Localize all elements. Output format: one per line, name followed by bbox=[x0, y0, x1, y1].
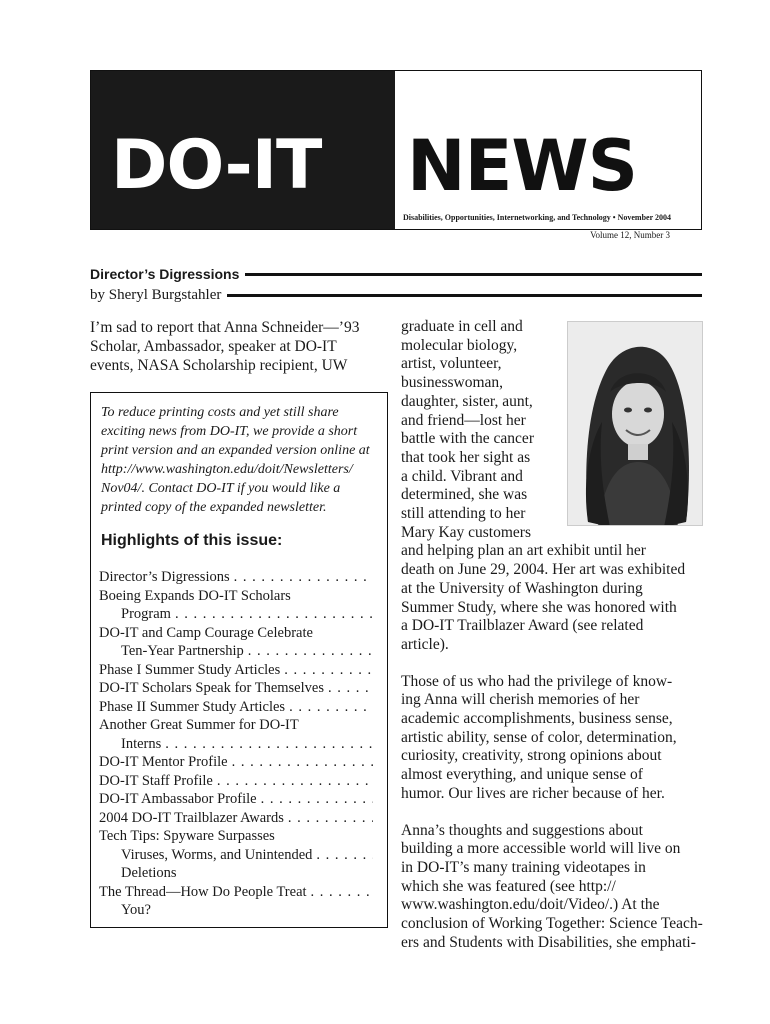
newsletter-link[interactable]: http://www.washington.edu/doit/Newsletters/ bbox=[101, 462, 353, 477]
title-rule bbox=[245, 273, 702, 276]
toc-dot-leader bbox=[280, 661, 373, 680]
article-line: daughter, sister, aunt, bbox=[401, 392, 533, 410]
article-line: humor. Our lives are richer because of her. bbox=[401, 784, 665, 802]
toc-item-title: Another Great Summer for DO-IT bbox=[99, 717, 299, 733]
toc-item-title: You? bbox=[121, 902, 151, 918]
article-line: ing Anna will cherish memories of her bbox=[401, 691, 640, 709]
toc-item-title: DO-IT Scholars Speak for Themselves bbox=[99, 680, 324, 696]
article-line: article). bbox=[401, 635, 449, 653]
article-line: in DO-IT’s many training videotapes in bbox=[401, 858, 646, 876]
article-line: Summer Study, where she was honored with bbox=[401, 598, 677, 616]
toc-dot-leader bbox=[307, 883, 373, 902]
toc-item-title: DO-IT Mentor Profile bbox=[99, 754, 228, 770]
toc-item bbox=[99, 568, 373, 587]
note-line: print version and an expanded version online at bbox=[101, 443, 370, 458]
print-cost-note bbox=[101, 403, 381, 517]
article-line: death on June 29, 2004. Her art was exhibited bbox=[401, 561, 686, 579]
article-line: and friend—lost her bbox=[401, 411, 526, 429]
article-line: curiosity, creativity, strong opinions about bbox=[401, 747, 662, 765]
toc-dot-leader bbox=[171, 605, 373, 624]
toc-item bbox=[99, 772, 373, 791]
article-line: and helping plan an art exhibit until her bbox=[401, 542, 646, 560]
masthead-news-title: NEWS bbox=[407, 125, 638, 207]
note-line: To reduce printing costs and yet still share bbox=[101, 405, 339, 420]
note-line: Nov04/. Contact DO-IT if you would like a bbox=[101, 481, 341, 496]
toc-item bbox=[99, 716, 373, 735]
article-line: determined, she was bbox=[401, 486, 528, 504]
article-paragraph-2 bbox=[401, 673, 703, 804]
article-line: artist, volunteer, bbox=[401, 355, 502, 373]
toc-item-title: DO-IT Staff Profile bbox=[99, 772, 213, 789]
toc-item bbox=[99, 661, 373, 680]
toc-dot-leader bbox=[228, 753, 373, 772]
toc-item bbox=[99, 809, 373, 828]
toc-item-title: Director’s Digressions bbox=[99, 569, 230, 585]
toc-item-title: Interns bbox=[121, 735, 162, 752]
toc-dot-leader bbox=[285, 698, 373, 717]
article-line: a DO-IT Trailblazer Award (see related bbox=[401, 617, 644, 635]
intro-line: I’m sad to report that Anna Schneider—’93 bbox=[90, 319, 360, 336]
article-line: battle with the cancer bbox=[401, 430, 534, 448]
article-line: academic accomplishments, business sense, bbox=[401, 710, 673, 728]
toc-dot-leader bbox=[324, 679, 373, 698]
article-line: Anna’s thoughts and suggestions about bbox=[401, 821, 643, 839]
toc-item bbox=[99, 642, 373, 661]
article-paragraph-1 bbox=[401, 318, 703, 655]
byline-row bbox=[90, 287, 702, 304]
article-line: building a more accessible world will live on bbox=[401, 840, 681, 858]
article-line: ers and Students with Disabilities, she emphati- bbox=[401, 933, 696, 951]
toc-item-title: Program bbox=[121, 606, 171, 622]
toc-item-title: DO-IT and Camp Courage Celebrate bbox=[99, 624, 313, 641]
toc-item-title: Phase I Summer Study Articles bbox=[99, 661, 281, 678]
table-of-contents bbox=[99, 568, 373, 920]
toc-item-title: Ten-Year Partnership bbox=[121, 643, 244, 659]
article-line: still attending to her bbox=[401, 505, 526, 523]
toc-dot-leader bbox=[257, 790, 373, 809]
article-line: that took her sight as bbox=[401, 448, 531, 466]
article-body bbox=[401, 318, 703, 953]
toc-item bbox=[99, 624, 373, 643]
intro-line: Scholar, Ambassador, speaker at DO-IT bbox=[90, 338, 337, 355]
article-title: Director’s Digressions bbox=[90, 266, 240, 282]
toc-dot-leader bbox=[284, 809, 373, 828]
toc-dot-leader bbox=[312, 846, 373, 865]
masthead-tagline: Disabilities, Opportunities, Internetworking, and Technology • November 2004 bbox=[402, 213, 671, 222]
toc-item bbox=[99, 827, 373, 846]
toc-dot-leader bbox=[213, 772, 373, 791]
article-paragraph-3 bbox=[401, 822, 703, 953]
article-line: artistic ability, sense of color, determination, bbox=[401, 728, 677, 746]
article-line: almost everything, and unique sense of bbox=[401, 766, 643, 784]
highlights-box bbox=[90, 392, 388, 928]
toc-item bbox=[99, 605, 373, 624]
toc-item-title: The Thread—How Do People Treat bbox=[99, 883, 307, 900]
toc-item-title: Boeing Expands DO-IT Scholars bbox=[99, 587, 291, 604]
note-line: exciting news from DO-IT, we provide a short bbox=[101, 424, 358, 439]
byline-rule bbox=[227, 294, 702, 297]
article-line: at the University of Washington during bbox=[401, 579, 643, 597]
article-line: conclusion of Working Together: Science Teach- bbox=[401, 915, 703, 933]
toc-item bbox=[99, 679, 373, 698]
article-line: www.washington.edu/doit/Video/.) At the bbox=[401, 896, 660, 914]
toc-item-title: Viruses, Worms, and Unintended bbox=[121, 846, 313, 863]
toc-item-title: DO-IT Ambassabor Profile bbox=[99, 791, 257, 807]
toc-item bbox=[99, 698, 373, 717]
article-title-row bbox=[90, 266, 702, 282]
article-line: graduate in cell and bbox=[401, 318, 523, 335]
toc-item bbox=[99, 883, 373, 902]
toc-item bbox=[99, 790, 373, 809]
article-byline: by Sheryl Burgstahler bbox=[90, 287, 222, 303]
toc-item bbox=[99, 735, 373, 754]
toc-item bbox=[99, 753, 373, 772]
toc-item-title: 2004 DO-IT Trailblazer Awards bbox=[99, 809, 284, 826]
toc-item-title: Tech Tips: Spyware Surpasses bbox=[99, 828, 275, 844]
intro-line: events, NASA Scholarship recipient, UW bbox=[90, 357, 348, 374]
article-line: which she was featured (see http:// bbox=[401, 877, 616, 895]
toc-item bbox=[99, 864, 373, 883]
toc-item bbox=[99, 587, 373, 606]
article-intro bbox=[90, 318, 390, 375]
toc-item bbox=[99, 846, 373, 865]
article-line: a child. Vibrant and bbox=[401, 467, 523, 485]
article-line: Those of us who had the privilege of know- bbox=[401, 672, 673, 690]
toc-item-title: Deletions bbox=[121, 865, 177, 881]
toc-item-title: Phase II Summer Study Articles bbox=[99, 698, 286, 715]
volume-number: Volume 12, Number 3 bbox=[590, 230, 670, 240]
masthead-doit-title: DO-IT bbox=[111, 126, 322, 205]
article-line: businesswoman, bbox=[401, 374, 504, 392]
masthead bbox=[90, 70, 702, 230]
note-line: printed copy of the expanded newsletter. bbox=[101, 500, 327, 515]
article-line: molecular biology, bbox=[401, 336, 518, 354]
toc-dot-leader bbox=[244, 642, 373, 661]
toc-item bbox=[99, 901, 373, 920]
toc-dot-leader bbox=[161, 735, 373, 754]
article-line: Mary Kay customers bbox=[401, 523, 531, 541]
highlights-heading: Highlights of this issue: bbox=[101, 532, 283, 549]
toc-dot-leader bbox=[230, 568, 373, 587]
